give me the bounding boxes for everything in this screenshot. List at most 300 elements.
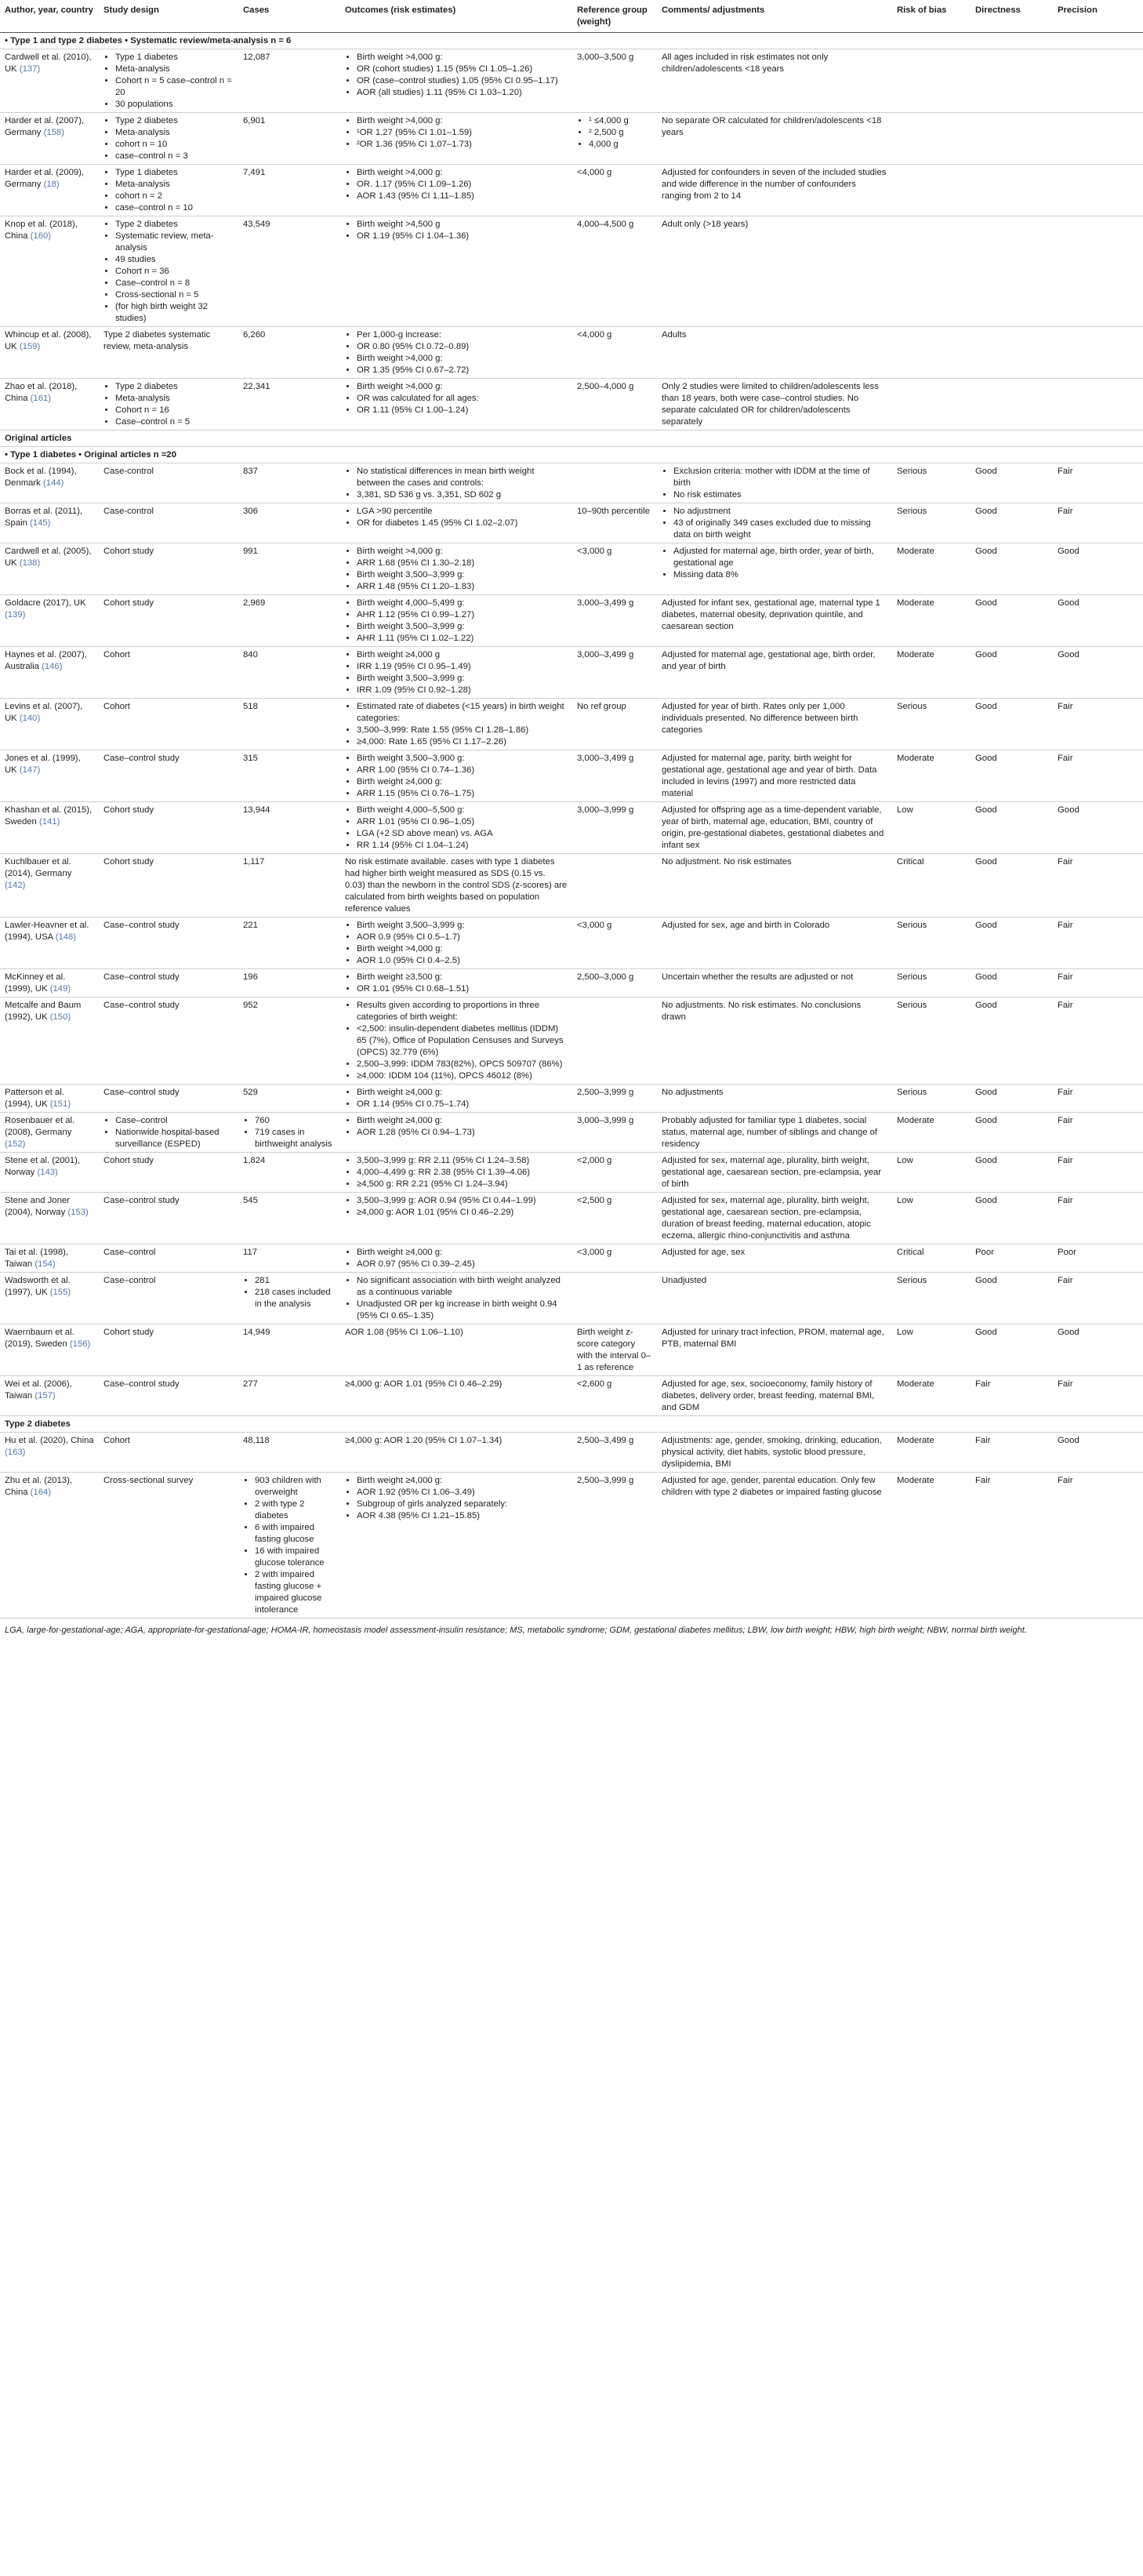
author-text: Cardwell et al. (2010), UK [5, 53, 92, 74]
outcomes-cell [340, 595, 572, 647]
reference-cell: <3,000 g [572, 917, 657, 969]
cases-cell: 6,260 [238, 327, 340, 379]
section-heading-item: Systematic review/meta-analysis n = 6 [130, 36, 292, 45]
comments-cell: No separate OR calculated for children/adolescents <18 years [657, 113, 892, 165]
comments-cell: Adjusted for infant sex, gestational age, maternal type 1 diabetes, maternal obesity, deprivation quintile, and caesarean section [657, 595, 892, 647]
directness-cell: Good [971, 1085, 1053, 1113]
outcomes-cell-item: • 4,000–4,499 g: RR 2.38 (95% CI 1.39–4.06) [357, 1167, 568, 1179]
outcomes-cell-item: • ARR 1.01 (95% CI 0.96–1.05) [357, 816, 568, 828]
comments-cell [657, 543, 892, 595]
outcomes-cell-item: • 2,500–3,999: IDDM 783(82%), OPCS 509707 (86%) [357, 1059, 568, 1070]
directness-cell [971, 327, 1053, 379]
author-cell [0, 216, 99, 327]
table-row [0, 1113, 1143, 1153]
outcomes-cell-item: • AOR 1.92 (95% CI 1.06–3.49) [357, 1487, 568, 1499]
outcomes-cell-item: • Birth weight ≥3,500 g: [357, 972, 568, 983]
table-row [0, 379, 1143, 431]
author-cell [0, 1376, 99, 1416]
reference-cell: 3,000–3,500 g [572, 49, 657, 113]
cases-cell-item: • 760 [255, 1115, 336, 1127]
header-bias: Risk of bias [892, 0, 971, 33]
outcomes-cell-item: • IRR 1.09 (95% CI 0.92–1.28) [357, 685, 568, 696]
outcomes-cell-item: • Birth weight >4,000 g: [357, 52, 568, 64]
reference-cell: <2,600 g [572, 1376, 657, 1416]
table-row [0, 165, 1143, 216]
reference-link[interactable]: (159) [19, 342, 41, 351]
outcomes-cell-item: • ARR 1.15 (95% CI 0.76–1.75) [357, 788, 568, 800]
reference-link[interactable]: (161) [30, 394, 52, 403]
section-row [0, 33, 1143, 49]
precision-cell [1053, 113, 1143, 165]
outcomes-cell-list [345, 1247, 568, 1270]
outcomes-cell-list [345, 972, 568, 995]
design-cell: Case–control study [99, 750, 238, 802]
author-text: Stene et al. (2001), Norway [5, 1156, 81, 1177]
author-text: Khashan et al. (2015), Sweden [5, 805, 93, 827]
author-text: Bock et al. (1994), Denmark [5, 467, 77, 488]
cases-cell-item: • 719 cases in birthweight analysis [255, 1127, 336, 1150]
design-cell-item: • Type 2 diabetes [115, 381, 234, 393]
cases-cell: 529 [238, 1085, 340, 1113]
outcomes-cell-item: • Per 1,000-g increase: [357, 329, 568, 341]
design-cell-item: • 49 studies [115, 254, 234, 266]
outcomes-cell-list [345, 115, 568, 151]
directness-cell: Fair [971, 1433, 1053, 1473]
precision-cell [1053, 379, 1143, 431]
design-cell: Case–control study [99, 1193, 238, 1244]
design-cell-item: • Case–control n = 5 [115, 416, 234, 428]
reference-link[interactable]: (157) [34, 1391, 56, 1401]
bias-cell [892, 216, 971, 327]
reference-cell [572, 1273, 657, 1324]
section-heading-item: Type 1 and type 2 diabetes [10, 36, 123, 45]
table-row [0, 463, 1143, 503]
cases-cell: 315 [238, 750, 340, 802]
directness-cell: Good [971, 854, 1053, 917]
reference-cell [572, 854, 657, 917]
design-cell [99, 216, 238, 327]
bias-cell: Low [892, 1324, 971, 1376]
outcomes-cell-list [345, 1115, 568, 1139]
author-cell [0, 917, 99, 969]
table-header [0, 0, 1143, 33]
outcomes-cell-item: • IRR 1.19 (95% CI 0.95–1.49) [357, 661, 568, 673]
reference-link[interactable]: (143) [37, 1168, 58, 1177]
precision-cell: Fair [1053, 1473, 1143, 1619]
outcomes-cell-item: • ≥4,000 g: AOR 1.01 (95% CI 0.46–2.29) [357, 1207, 568, 1219]
cases-cell [238, 1273, 340, 1324]
author-text: Whincup et al. (2008), UK [5, 330, 92, 351]
author-cell [0, 1153, 99, 1193]
author-cell [0, 647, 99, 699]
bias-cell: Serious [892, 699, 971, 750]
section-row [0, 431, 1143, 447]
outcomes-cell-item: • No significant association with birth weight analyzed as a continuous variable [357, 1275, 568, 1299]
design-cell: Case–control study [99, 997, 238, 1085]
comments-cell [657, 503, 892, 543]
author-text: Wadsworth et al. (1997), UK [5, 1276, 71, 1297]
author-cell [0, 543, 99, 595]
outcomes-cell-item: • Birth weight ≥4,000 g: [357, 1115, 568, 1127]
author-cell [0, 165, 99, 216]
reference-link[interactable]: (140) [19, 714, 41, 723]
directness-cell: Good [971, 1324, 1053, 1376]
cases-cell: 13,944 [238, 802, 340, 854]
reference-link[interactable]: (164) [30, 1488, 52, 1497]
reference-cell-item: • ² 2,500 g [589, 127, 652, 139]
comments-cell: Adults [657, 327, 892, 379]
author-text: Rosenbauer et al. (2008), Germany [5, 1116, 75, 1137]
reference-cell: 10–90th percentile [572, 503, 657, 543]
reference-link[interactable]: (158) [43, 128, 64, 137]
outcomes-cell-item: • <2,500: insulin-dependent diabetes mellitus (IDDM) 65 (7%), Office of Population Censuses and Surveys (OPCS) 32.779 (6%) [357, 1023, 568, 1059]
cases-cell [238, 1113, 340, 1153]
bias-cell: Low [892, 802, 971, 854]
bullet-icon: • [78, 450, 85, 460]
design-cell-item: • Cohort n = 16 [115, 405, 234, 416]
design-cell-item: • (for high birth weight 32 studies) [115, 301, 234, 325]
cases-cell: 196 [238, 969, 340, 997]
bias-cell: Critical [892, 1244, 971, 1273]
author-text: Zhu et al. (2013), China [5, 1476, 73, 1497]
outcomes-cell-list [345, 1275, 568, 1322]
design-cell [99, 49, 238, 113]
reference-link[interactable]: (163) [5, 1448, 26, 1457]
reference-link[interactable]: (151) [49, 1099, 71, 1109]
design-cell [99, 379, 238, 431]
reference-link[interactable]: (152) [5, 1139, 26, 1149]
precision-cell: Good [1053, 647, 1143, 699]
outcomes-cell [340, 1113, 572, 1153]
reference-link[interactable]: (137) [19, 64, 41, 74]
outcomes-cell-list [345, 466, 568, 501]
design-cell: Cohort study [99, 543, 238, 595]
cases-cell: 14,949 [238, 1324, 340, 1376]
author-cell [0, 1113, 99, 1153]
design-cell: Case–control study [99, 969, 238, 997]
outcomes-cell-item: • Birth weight >4,000 g: [357, 167, 568, 179]
comments-cell: Adjusted for age, sex, socioeconomy, family history of diabetes, delivery order, breast feeding, maternal BMI, and GDM [657, 1376, 892, 1416]
outcomes-cell [340, 379, 572, 431]
reference-cell: 3,000–3,499 g [572, 647, 657, 699]
outcomes-cell-item: • AOR 0.97 (95% CI 0.39–2.45) [357, 1259, 568, 1270]
bias-cell: Serious [892, 969, 971, 997]
outcomes-cell [340, 969, 572, 997]
precision-cell: Fair [1053, 699, 1143, 750]
reference-link[interactable]: (147) [19, 765, 41, 775]
outcomes-cell: AOR 1.08 (95% CI 1.06–1.10) [340, 1324, 572, 1376]
table-row [0, 750, 1143, 802]
design-cell: Cross-sectional survey [99, 1473, 238, 1619]
directness-cell: Good [971, 750, 1053, 802]
directness-cell: Good [971, 1193, 1053, 1244]
author-text: Goldacre (2017), UK [5, 598, 86, 608]
comments-cell: Uncertain whether the results are adjusted or not [657, 969, 892, 997]
outcomes-cell [340, 1085, 572, 1113]
bias-cell: Moderate [892, 543, 971, 595]
table-footnote: LGA, large-for-gestational-age; AGA, appropriate-for-gestational-age; HOMA-IR, homeostasis model assessment-insulin resistance; MS, metabolic syndrome; GDM, gestational diabetes mellitus; LBW, low birth weight; HBW, high birth weight; NBW, normal birth weight. [5, 1626, 1027, 1635]
outcomes-cell-item: • Birth weight ≥4,000 g: [357, 1475, 568, 1487]
precision-cell: Fair [1053, 1153, 1143, 1193]
reference-link[interactable]: (160) [30, 231, 52, 241]
reference-link[interactable]: (155) [49, 1288, 71, 1297]
author-cell [0, 1244, 99, 1273]
directness-cell [971, 49, 1053, 113]
author-text: Harder et al. (2009), Germany [5, 168, 85, 189]
comments-cell: Adjusted for confounders in seven of the included studies and wide difference in the number of confounders ranging from 2 to 14 [657, 165, 892, 216]
outcomes-cell-item: • 3,500–3,999 g: AOR 0.94 (95% CI 0.44–1.99) [357, 1195, 568, 1207]
directness-cell: Poor [971, 1244, 1053, 1273]
comments-cell-item: • Missing data 8% [673, 569, 887, 581]
bias-cell: Moderate [892, 1473, 971, 1619]
design-cell [99, 113, 238, 165]
author-cell [0, 595, 99, 647]
header-design: Study design [99, 0, 238, 33]
design-cell: Type 2 diabetes systematic review, meta-analysis [99, 327, 238, 379]
reference-link[interactable]: (156) [69, 1339, 91, 1349]
cases-cell: 1,117 [238, 854, 340, 917]
precision-cell: Fair [1053, 1376, 1143, 1416]
author-text: Wei et al. (2006), Taiwan [5, 1379, 72, 1401]
outcomes-cell-item: • Birth weight >4,500 g [357, 219, 568, 231]
reference-link[interactable]: (146) [42, 662, 63, 671]
author-text: Harder et al. (2007), Germany [5, 116, 85, 137]
comments-cell-item: • Adjusted for maternal age, birth order, year of birth, gestational age [673, 546, 887, 569]
comments-cell: Adjustments: age, gender, smoking, drinking, education, physical activity, diet habits, systolic blood pressure, dyslipidemia, BMI [657, 1433, 892, 1473]
reference-cell: 2,500–4,000 g [572, 379, 657, 431]
precision-cell: Good [1053, 1324, 1143, 1376]
outcomes-cell-item: • 3,500–3,999: Rate 1.55 (95% CI 1.28–1.86) [357, 725, 568, 736]
design-cell [99, 165, 238, 216]
design-cell: Cohort study [99, 1324, 238, 1376]
reference-link[interactable]: (142) [5, 881, 26, 890]
reference-cell-list [577, 115, 652, 151]
table-row [0, 543, 1143, 595]
outcomes-cell-item: • AHR 1.11 (95% CI 1.02–1.22) [357, 633, 568, 645]
outcomes-cell-item: • AOR 0.9 (95% CI 0.5–1.7) [357, 932, 568, 943]
precision-cell: Good [1053, 802, 1143, 854]
outcomes-cell-item: • 3,500–3,999 g: RR 2.11 (95% CI 1.24–3.58) [357, 1155, 568, 1167]
precision-cell: Fair [1053, 750, 1143, 802]
author-text: Waernbaum et al. (2019), Sweden [5, 1328, 74, 1349]
design-cell: Case-control [99, 463, 238, 503]
design-cell-item: • Nationwide hospital-based surveillance (ESPED) [115, 1127, 234, 1150]
author-text: Haynes et al. (2007), Australia [5, 650, 87, 671]
comments-cell: Adjusted for urinary tract infection, PROM, maternal age, PTB, maternal BMI [657, 1324, 892, 1376]
bias-cell [892, 49, 971, 113]
outcomes-cell [340, 113, 572, 165]
outcomes-cell [340, 997, 572, 1085]
cases-cell: 22,341 [238, 379, 340, 431]
reference-cell-item: • ¹ ≤4,000 g [589, 115, 652, 127]
comments-cell: Adult only (>18 years) [657, 216, 892, 327]
reference-link[interactable]: (18) [43, 180, 60, 189]
reference-link[interactable]: (154) [34, 1259, 56, 1269]
table-row [0, 1473, 1143, 1619]
design-cell: Cohort study [99, 802, 238, 854]
outcomes-cell-item: • OR was calculated for all ages: [357, 393, 568, 405]
bias-cell [892, 165, 971, 216]
outcomes-cell-list [345, 329, 568, 376]
directness-cell: Fair [971, 1473, 1053, 1619]
outcomes-cell-list [345, 1155, 568, 1190]
header-comments: Comments/ adjustments [657, 0, 892, 33]
design-cell-item: • Type 1 diabetes [115, 167, 234, 179]
author-text: Kuchlbauer et al. (2014), Germany [5, 857, 72, 878]
reference-cell: 2,500–3,499 g [572, 1433, 657, 1473]
table-row [0, 854, 1143, 917]
outcomes-cell-item: • ≥4,000: Rate 1.65 (95% CI 1.17–2.26) [357, 736, 568, 748]
table-row [0, 1085, 1143, 1113]
cases-cell: 48,118 [238, 1433, 340, 1473]
bias-cell: Serious [892, 1273, 971, 1324]
design-cell-item: • cohort n = 10 [115, 139, 234, 151]
section-heading [0, 447, 1143, 463]
table-row [0, 1193, 1143, 1244]
reference-link[interactable]: (139) [5, 610, 26, 619]
cases-cell-item: • 218 cases included in the analysis [255, 1287, 336, 1310]
precision-cell: Fair [1053, 997, 1143, 1085]
comments-cell [657, 463, 892, 503]
directness-cell: Good [971, 543, 1053, 595]
cases-cell-list [243, 1275, 336, 1310]
design-cell-list [103, 167, 234, 214]
bias-cell: Low [892, 1193, 971, 1244]
reference-link[interactable]: (148) [55, 932, 77, 942]
outcomes-cell [340, 49, 572, 113]
design-cell-item: • Meta-analysis [115, 64, 234, 75]
comments-cell: Adjusted for year of birth. Rates only per 1,000 individuals presented. No difference between birth categories [657, 699, 892, 750]
author-text: Hu et al. (2020), China [5, 1436, 94, 1445]
outcomes-cell-list [345, 1087, 568, 1110]
author-text: Lawler-Heavner et al. (1994), USA [5, 921, 89, 942]
outcomes-cell-item: • OR 1.11 (95% CI 1.00–1.24) [357, 405, 568, 416]
precision-cell: Fair [1053, 1193, 1143, 1244]
table-row [0, 802, 1143, 854]
outcomes-cell-list [345, 598, 568, 645]
table-row [0, 1153, 1143, 1193]
header-outcomes: Outcomes (risk estimates) [340, 0, 572, 33]
outcomes-cell-list [345, 920, 568, 967]
author-text: Tai et al. (1998), Taiwan [5, 1248, 69, 1269]
bias-cell: Low [892, 1153, 971, 1193]
precision-cell: Fair [1053, 463, 1143, 503]
directness-cell [971, 165, 1053, 216]
reference-link[interactable]: (149) [49, 984, 71, 994]
section-heading-text: Original articles [5, 434, 72, 443]
precision-cell: Poor [1053, 1244, 1143, 1273]
comments-cell: Adjusted for age, gender, parental education. Only few children with type 2 diabetes or impaired fasting glucose [657, 1473, 892, 1619]
cases-cell: 7,491 [238, 165, 340, 216]
directness-cell: Good [971, 1153, 1053, 1193]
table-row [0, 113, 1143, 165]
author-cell [0, 49, 99, 113]
outcomes-cell-item: • Birth weight >4,000 g: [357, 381, 568, 393]
author-cell [0, 463, 99, 503]
section-heading [0, 431, 1143, 447]
design-cell: Case–control [99, 1244, 238, 1273]
design-cell: Cohort study [99, 854, 238, 917]
directness-cell: Good [971, 969, 1053, 997]
bias-cell: Moderate [892, 1113, 971, 1153]
header-author: Author, year, country [0, 0, 99, 33]
outcomes-cell-item: • OR (case–control studies) 1.05 (95% CI 0.95–1.17) [357, 75, 568, 87]
reference-link[interactable]: (150) [49, 1012, 71, 1022]
outcomes-cell-item: • ARR 1.68 (95% CI 1.30–2.18) [357, 558, 568, 569]
bias-cell [892, 327, 971, 379]
precision-cell: Fair [1053, 1113, 1143, 1153]
design-cell: Case-control [99, 503, 238, 543]
author-cell [0, 802, 99, 854]
design-cell-list [103, 219, 234, 325]
author-text: Knop et al. (2018), China [5, 220, 78, 241]
design-cell: Case–control [99, 1273, 238, 1324]
design-cell-item: • Cross-sectional n = 5 [115, 289, 234, 301]
design-cell: Case–control study [99, 1376, 238, 1416]
author-cell [0, 699, 99, 750]
outcomes-cell-item: • ≥4,500 g: RR 2.21 (95% CI 1.24–3.94) [357, 1179, 568, 1190]
outcomes-cell-item: • AOR 4.38 (95% CI 1.21–15.85) [357, 1510, 568, 1522]
section-heading [0, 33, 1143, 49]
outcomes-cell: No risk estimate available. cases with type 1 diabetes had higher birth weight measured as SDS (0.15 vs. 0.03) than the newborn in the control SDS (z-scores) are calculated from birth weights based on population reference values [340, 854, 572, 917]
reference-link[interactable]: (145) [30, 518, 51, 528]
cases-cell: 518 [238, 699, 340, 750]
table-row [0, 1244, 1143, 1273]
author-cell [0, 1273, 99, 1324]
design-cell-item: • Type 2 diabetes [115, 115, 234, 127]
outcomes-cell-item: • Birth weight 3,500–3,999 g: [357, 621, 568, 633]
outcomes-cell [340, 503, 572, 543]
outcomes-cell-item: • Birth weight ≥4,000 g: [357, 1247, 568, 1259]
directness-cell: Good [971, 997, 1053, 1085]
cases-cell-list [243, 1115, 336, 1150]
table-row [0, 917, 1143, 969]
reference-cell: <2,500 g [572, 1193, 657, 1244]
precision-cell: Good [1053, 1433, 1143, 1473]
cases-cell: 1,824 [238, 1153, 340, 1193]
reference-cell: <2,000 g [572, 1153, 657, 1193]
outcomes-cell [340, 165, 572, 216]
cases-cell: 6,901 [238, 113, 340, 165]
outcomes-cell-item: • OR 1.35 (95% CI 0.67–2.72) [357, 365, 568, 376]
reference-link[interactable]: (141) [38, 817, 60, 827]
precision-cell [1053, 165, 1143, 216]
design-cell-item: • Cohort n = 36 [115, 266, 234, 278]
outcomes-cell-item: • Estimated rate of diabetes (<15 years) in birth weight categories: [357, 701, 568, 725]
reference-link[interactable]: (153) [67, 1208, 89, 1217]
author-cell [0, 854, 99, 917]
outcomes-cell-list [345, 219, 568, 242]
reference-link[interactable]: (144) [42, 478, 64, 488]
outcomes-cell-item: • Birth weight >4,000 g: [357, 943, 568, 955]
reference-link[interactable]: (138) [19, 558, 41, 568]
reference-cell [572, 463, 657, 503]
bias-cell: Critical [892, 854, 971, 917]
reference-cell [572, 997, 657, 1085]
outcomes-cell [340, 1273, 572, 1324]
author-text: Zhao et al. (2018), China [5, 382, 78, 403]
outcomes-cell-item: • OR. 1.17 (95% CI 1.09–1.26) [357, 179, 568, 191]
directness-cell [971, 113, 1053, 165]
reference-cell: <3,000 g [572, 543, 657, 595]
precision-cell: Fair [1053, 503, 1143, 543]
header-precision: Precision [1053, 0, 1143, 33]
outcomes-cell-list [345, 1000, 568, 1082]
author-text: Borras et al. (2011), Spain [5, 507, 82, 528]
design-cell-item: • Systematic review, meta-analysis [115, 231, 234, 254]
outcomes-cell [340, 917, 572, 969]
outcomes-cell [340, 802, 572, 854]
